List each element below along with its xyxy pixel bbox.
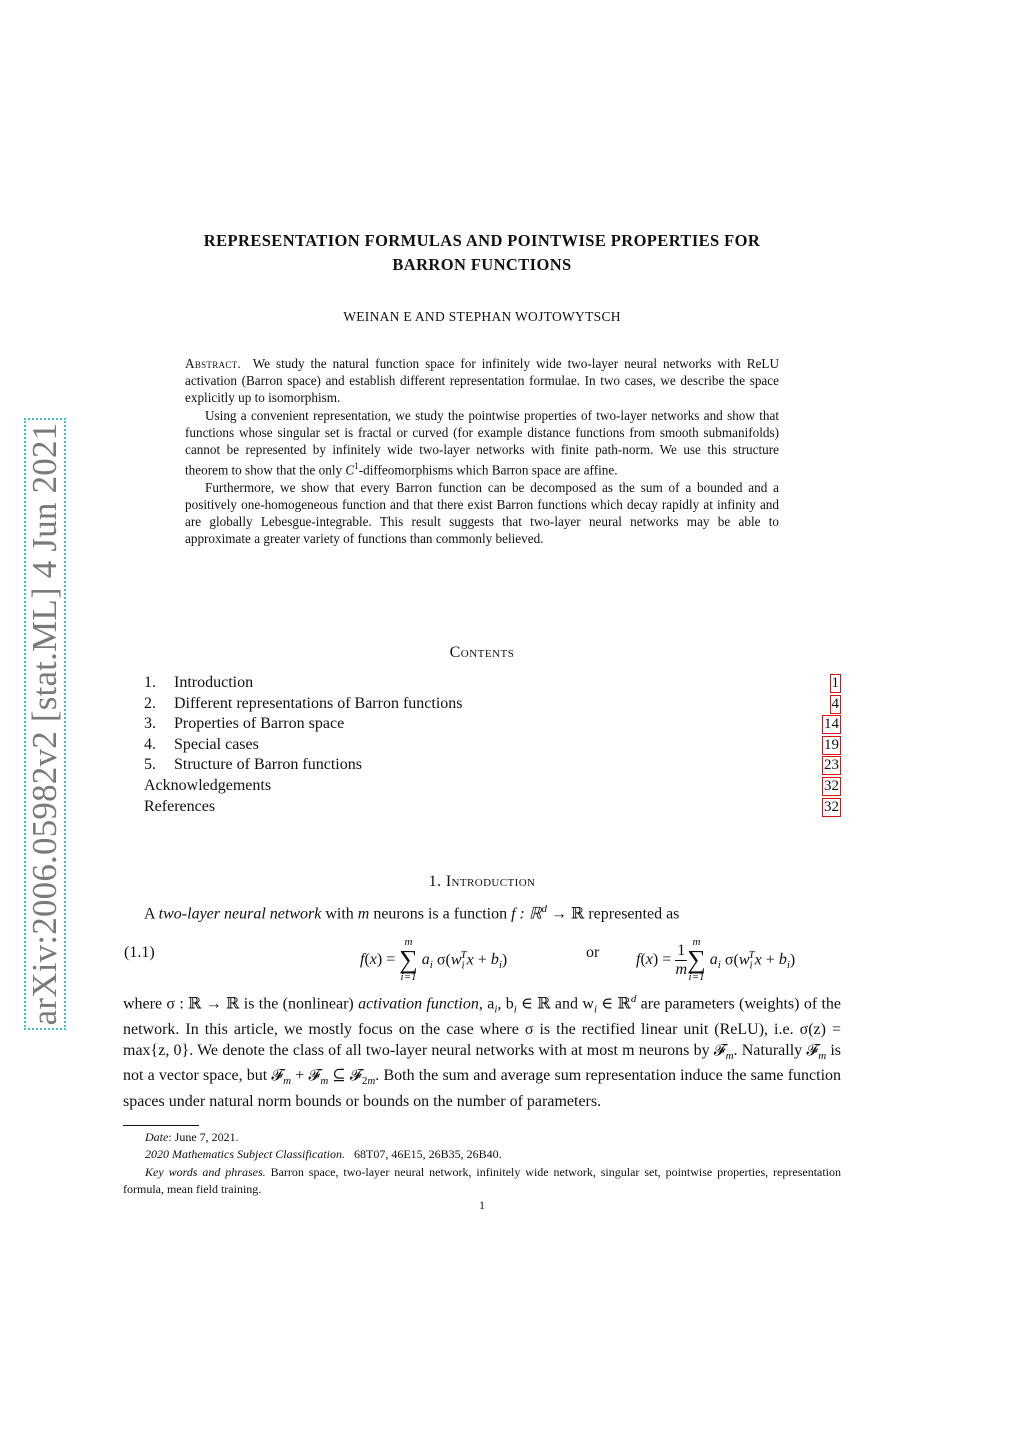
section-heading: 1. Introduction — [428, 873, 536, 890]
toc-page-link[interactable]: 4 — [831, 695, 839, 712]
abstract — [185, 355, 779, 548]
arxiv-stamp — [24, 418, 66, 1030]
toc-page-link[interactable]: 32 — [824, 777, 839, 794]
title-line-1: REPRESENTATION FORMULAS AND POINTWISE PROPERTIES FOR — [203, 231, 761, 250]
abstract-p1: Abstract. We study the natural function space for infinitely wide two-layer neural networks with ReLU activation (Barron space) and establish different representation formulae. In two cases, we describe the space explicitly up to isomorphism. — [185, 356, 780, 406]
page-number: 1 — [479, 1198, 485, 1212]
abstract-p2: Using a convenient representation, we study the pointwise properties of two-layer networks and show that functions whose singular set is fractal or curved (for example distance functions from smooth submanifolds) cannot be represented by infinitely wide two-layer networks with finite path-norm. We use this structure theorem to show that the only $C^1$-diffeomorphisms which Barron space are affine. — [185, 407, 779, 478]
arxiv-id: arXiv:2006.05982v2 [stat.ML] 4 Jun 2021 — [25, 422, 64, 1026]
toc-item[interactable]: 3. Properties of Barron space 14 — [144, 715, 839, 733]
footnote-msc: 2020 Mathematics Subject Classification. 68T07, 46E15, 26B35, 26B40. — [145, 1147, 502, 1162]
authors: WEINAN E AND STEPHAN WOJTOWYTSCH — [343, 309, 621, 324]
equation-or: or — [586, 944, 600, 961]
equation-label: (1.1) — [124, 944, 155, 961]
sum-formula: f(x) = m ∑ i=1 $a_i$ $\sigma(w_i^Tx + b_i)$ — [360, 936, 508, 984]
toc-item[interactable]: 1. Introduction 1 — [144, 674, 839, 691]
toc-item[interactable]: 4. Special cases 19 — [144, 735, 839, 753]
average-formula: f(x) = $\frac{1}{m}$ m ∑ i=1 $a_i$ $\sigma(w_i^Tx + b_i)$ — [636, 936, 796, 984]
intro-sentence: A two-layer neural network with m neurons is a function f : ℝ$^d$ → ℝ represented as — [144, 903, 680, 923]
footnote-date: Date: June 7, 2021. — [145, 1130, 239, 1144]
title-line-2: BARRON FUNCTIONS — [392, 255, 572, 274]
toc-item[interactable]: Acknowledgements 32 — [144, 776, 839, 794]
abstract-label: Abstract. — [185, 356, 242, 371]
toc-page-link[interactable]: 23 — [824, 757, 839, 774]
footnotes — [123, 1129, 841, 1199]
paper-title — [120, 229, 844, 277]
toc-item[interactable]: 5. Structure of Barron functions 23 — [144, 756, 839, 774]
footnote-rule — [123, 1125, 199, 1126]
equation-1-1 — [124, 926, 844, 984]
table-of-contents — [144, 673, 841, 817]
toc-item[interactable]: References 32 — [144, 797, 839, 815]
toc-page-link[interactable]: 32 — [824, 798, 839, 815]
footnote-keywords: Key words and phrases. Barron space, two-layer neural network, infinitely wide network, singular set, pointwise properties, representation formula, mean field training. — [123, 1164, 842, 1197]
abstract-p3: Furthermore, we show that every Barron function can be decomposed as the sum of a bounded and a positively one-homogeneous function and that there exist Barron functions which decay rapidly at infinity and are globally Lebesgue-integrable. This result suggests that two-layer neural networks may be able to approximate a greater variety of functions than commonly believed. — [185, 479, 779, 547]
contents-heading: Contents — [449, 644, 515, 661]
toc-item[interactable]: 2. Different representations of Barron functions 4 — [144, 694, 839, 712]
toc-page-link[interactable]: 19 — [824, 736, 839, 753]
toc-page-link[interactable]: 14 — [824, 716, 839, 733]
body-paragraph: where σ : ℝ → ℝ is the (nonlinear) activation function, $a_i$, $b_i$ ∈ ℝ and $w_i$ ∈ ℝ$^d$ are parameters (weights) of the network. In this article, we mostly focus on the case where σ is the rectified linear unit (ReLU), i.e. σ(z) = max{z, 0}. We denote the class of all two-layer neural networks with at most m neurons by 𝓕$_m$. Naturally 𝓕$_m$ is not a vector space, but 𝓕$_m$ + 𝓕$_m$ ⊆ 𝓕$_{2m}$. Both the sum and average sum representation induce the same function spaces under natural norm bounds or bounds on the number of parameters. — [123, 993, 842, 1111]
toc-page-link[interactable]: 1 — [831, 675, 839, 691]
